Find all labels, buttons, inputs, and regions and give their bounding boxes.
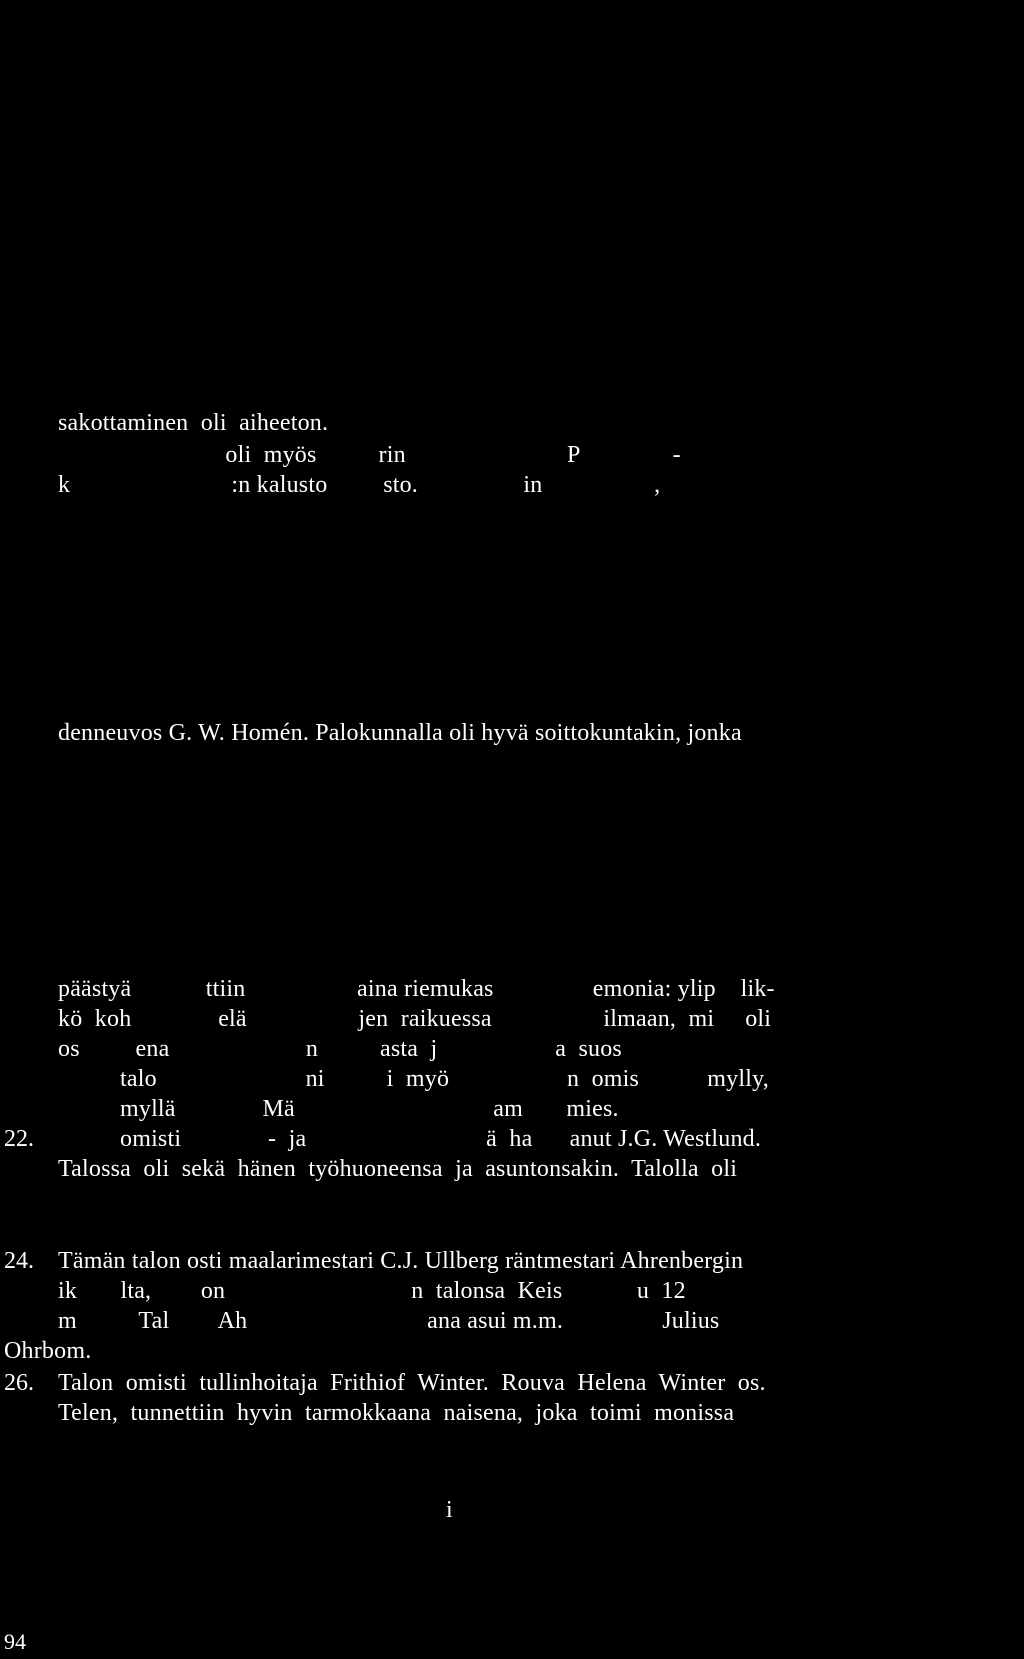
item-number: 24. (4, 1248, 34, 1274)
text-line: omisti - ja ä ha anut J.G. Westlund. (58, 1126, 762, 1152)
text-line: Talon omisti tullinhoitaja Frithiof Winter. Rouva Helena Winter os. (58, 1370, 766, 1396)
text-line: sakottaminen oli aiheeton. (58, 410, 329, 436)
text-line: k :n kalusto sto. in , (58, 472, 661, 498)
text-line: myllä Mä am mies. (58, 1096, 619, 1122)
page-number: 94 (4, 1629, 26, 1654)
text-line: os ena n asta j a suos (58, 1036, 622, 1062)
text-line: Ohrbom. (4, 1338, 92, 1364)
text-line: m Tal Ah ana asui m.m. Julius (58, 1308, 720, 1334)
text-line: kö koh elä jen raikuessa ilmaan, mi oli (58, 1006, 772, 1032)
text-line: talo ni i myö n omis mylly, (58, 1066, 769, 1092)
text-line: Tämän talon osti maalarimestari C.J. Ullberg räntmestari Ahrenbergin (58, 1248, 744, 1274)
text-line: päästyä ttiin aina riemukas emonia: ylip lik- (58, 976, 775, 1002)
text-fragment: i (446, 1497, 453, 1523)
text-line: Talossa oli sekä hänen työhuoneensa ja asuntonsakin. Talolla oli (58, 1156, 738, 1182)
text-line: denneuvos G. W. Homén. Palokunnalla oli hyvä soittokuntakin, jonka (58, 720, 742, 746)
item-number: 22. (4, 1126, 34, 1152)
text-line: oli myös rin P - (58, 442, 681, 468)
item-number: 26. (4, 1370, 34, 1396)
text-line: ik lta, on n talonsa Keis u 12 (58, 1278, 686, 1304)
text-line: Telen, tunnettiin hyvin tarmokkaana naisena, joka toimi monissa (58, 1400, 735, 1426)
